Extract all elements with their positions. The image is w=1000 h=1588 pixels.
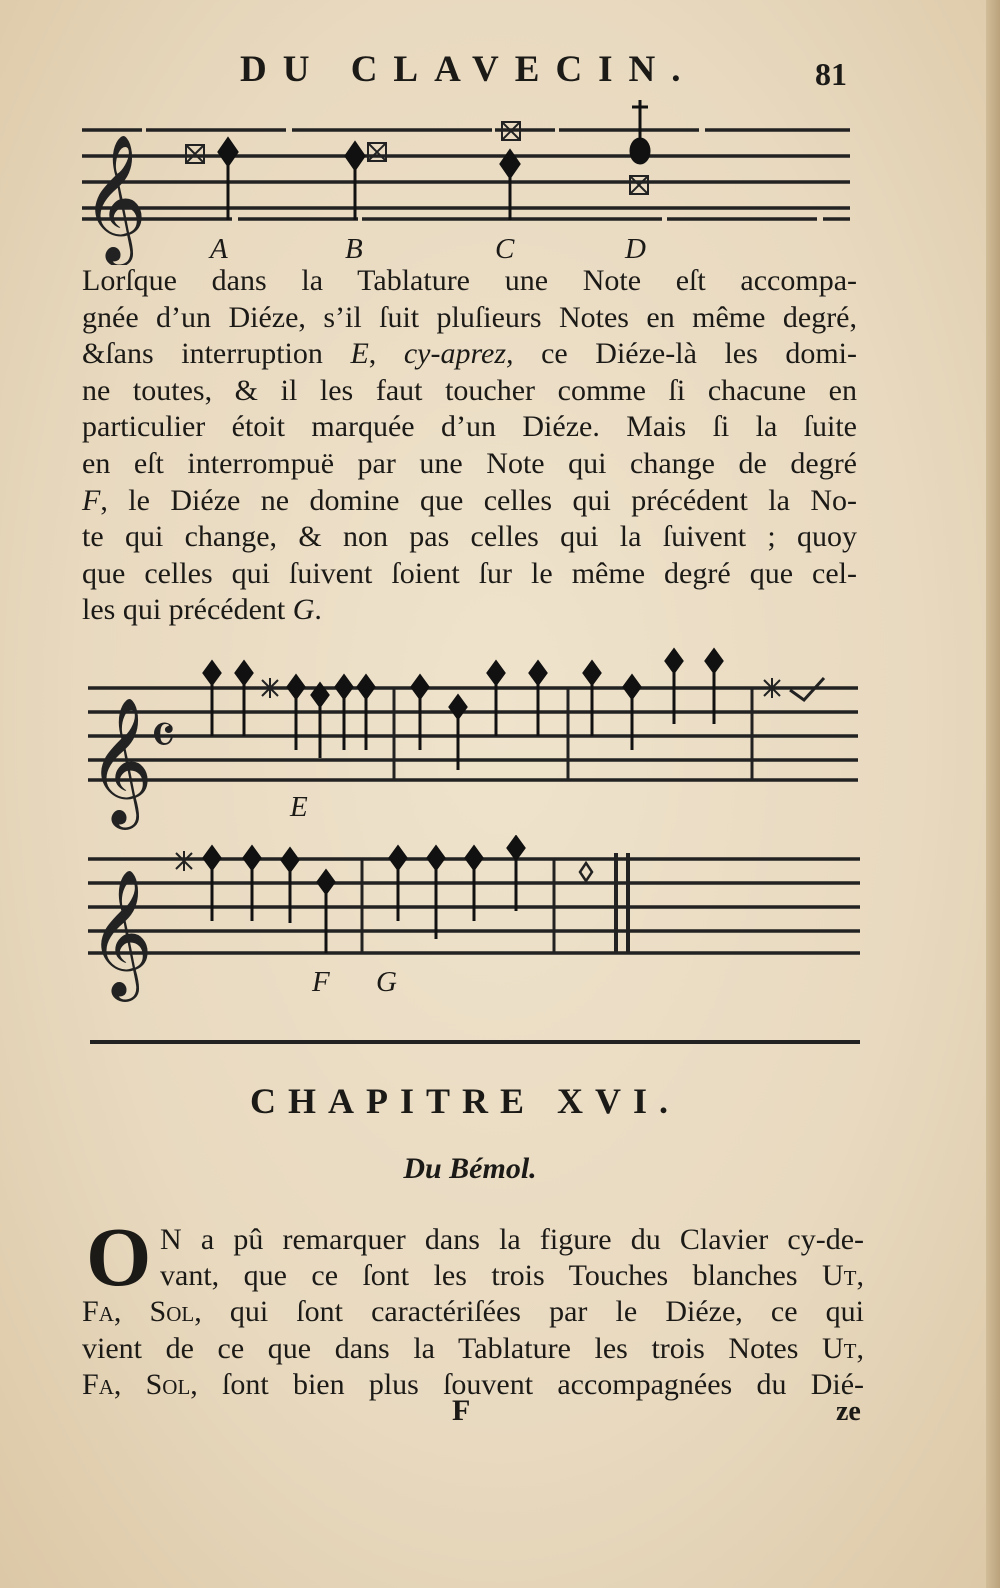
note-heads	[204, 650, 722, 770]
text-line: Fa, Sol, qui ſont caractériſées par le Diéze, ce qui	[82, 1295, 864, 1329]
music-example-1	[0, 95, 1000, 265]
svg-text:𝄞: 𝄞	[82, 133, 148, 261]
drop-cap: O	[86, 1211, 152, 1304]
small-caps: t	[843, 1331, 857, 1365]
small-caps: a	[98, 1295, 114, 1329]
signature-mark: F	[452, 1394, 471, 1427]
treble-clef-icon	[88, 696, 153, 830]
note-heads	[219, 100, 649, 220]
chapter-subtitle: Du Bémol.	[403, 1152, 537, 1185]
body-paragraph	[82, 263, 857, 629]
treble-clef-icon	[82, 133, 147, 265]
reference-letter: G	[292, 593, 315, 627]
svg-text:𝄞: 𝄞	[88, 868, 154, 996]
text-line: te qui change, & non pas celles qui la ſuivent ; quoy	[82, 520, 857, 554]
text-line: les qui précédent G.	[82, 593, 322, 627]
music-example-2	[0, 640, 1000, 830]
music-example-3	[0, 835, 1000, 1005]
example-label: D	[625, 233, 646, 265]
reference-letter: F	[82, 483, 101, 517]
text-line: que celles qui ſuivent ſoient ſur le même degré que cel-	[82, 556, 857, 590]
staff-lines	[82, 130, 850, 219]
small-caps: ol	[162, 1367, 191, 1401]
text-line: vient de ce que dans la Tablature les trois Notes Ut,	[82, 1331, 864, 1365]
example-label: G	[376, 966, 397, 998]
small-caps: a	[98, 1367, 114, 1401]
section-rule	[90, 1040, 860, 1044]
note-heads	[204, 837, 524, 953]
text-line: Fa, Sol, ſont bien plus ſouvent accompagnées du Dié-	[82, 1367, 865, 1401]
chapter-title: CHAPITRE XVI.	[249, 1081, 681, 1121]
small-caps: t	[843, 1259, 857, 1293]
treble-clef-icon	[88, 868, 153, 1002]
text-line: ne toutes, & il les faut toucher comme ſi chacune en	[82, 373, 857, 407]
bar-lines	[394, 688, 752, 780]
staff-lines	[88, 688, 858, 780]
example-label: F	[312, 966, 330, 998]
svg-text:𝄞: 𝄞	[88, 696, 154, 824]
reference-letter: cy-aprez,	[403, 337, 514, 371]
sharp-sign	[176, 851, 192, 871]
example-label: C	[495, 233, 515, 265]
text-line: Lorſque dans la Tablature une Note eſt accompa-	[82, 264, 857, 297]
text-line: particulier étoit marquée d’un Diéze. Mais ſi la ſuite	[82, 410, 857, 444]
running-head: DU CLAVECIN.	[240, 49, 697, 90]
text-line: vant, que ce ſont les trois Touches blanches Ut,	[160, 1259, 864, 1293]
text-line: gnée d’un Diéze, s’il ſuit pluſieurs Notes en même degré,	[82, 300, 857, 334]
reference-letter: E	[350, 337, 369, 371]
white-note-head	[580, 863, 592, 881]
text-line: en eſt interrompuë par une Note qui change de degré	[82, 446, 857, 480]
example-label: A	[210, 233, 228, 265]
chapter-paragraph	[82, 1222, 864, 1403]
text-line: F, le Diéze ne domine que celles qui précédent la No-	[82, 483, 857, 517]
common-time-sign: 𝄴	[150, 701, 176, 769]
example-label: E	[290, 791, 308, 823]
catchword: ze	[836, 1396, 861, 1427]
text-line: N a pû remarquer dans la figure du Clavier cy-de-	[160, 1223, 864, 1256]
example-label: B	[345, 233, 363, 265]
small-caps: ol	[166, 1295, 195, 1329]
text-line: &ſans interruption E, cy-aprez, ce Diéze-là les domi-	[82, 337, 858, 371]
page-number: 81	[815, 56, 847, 92]
